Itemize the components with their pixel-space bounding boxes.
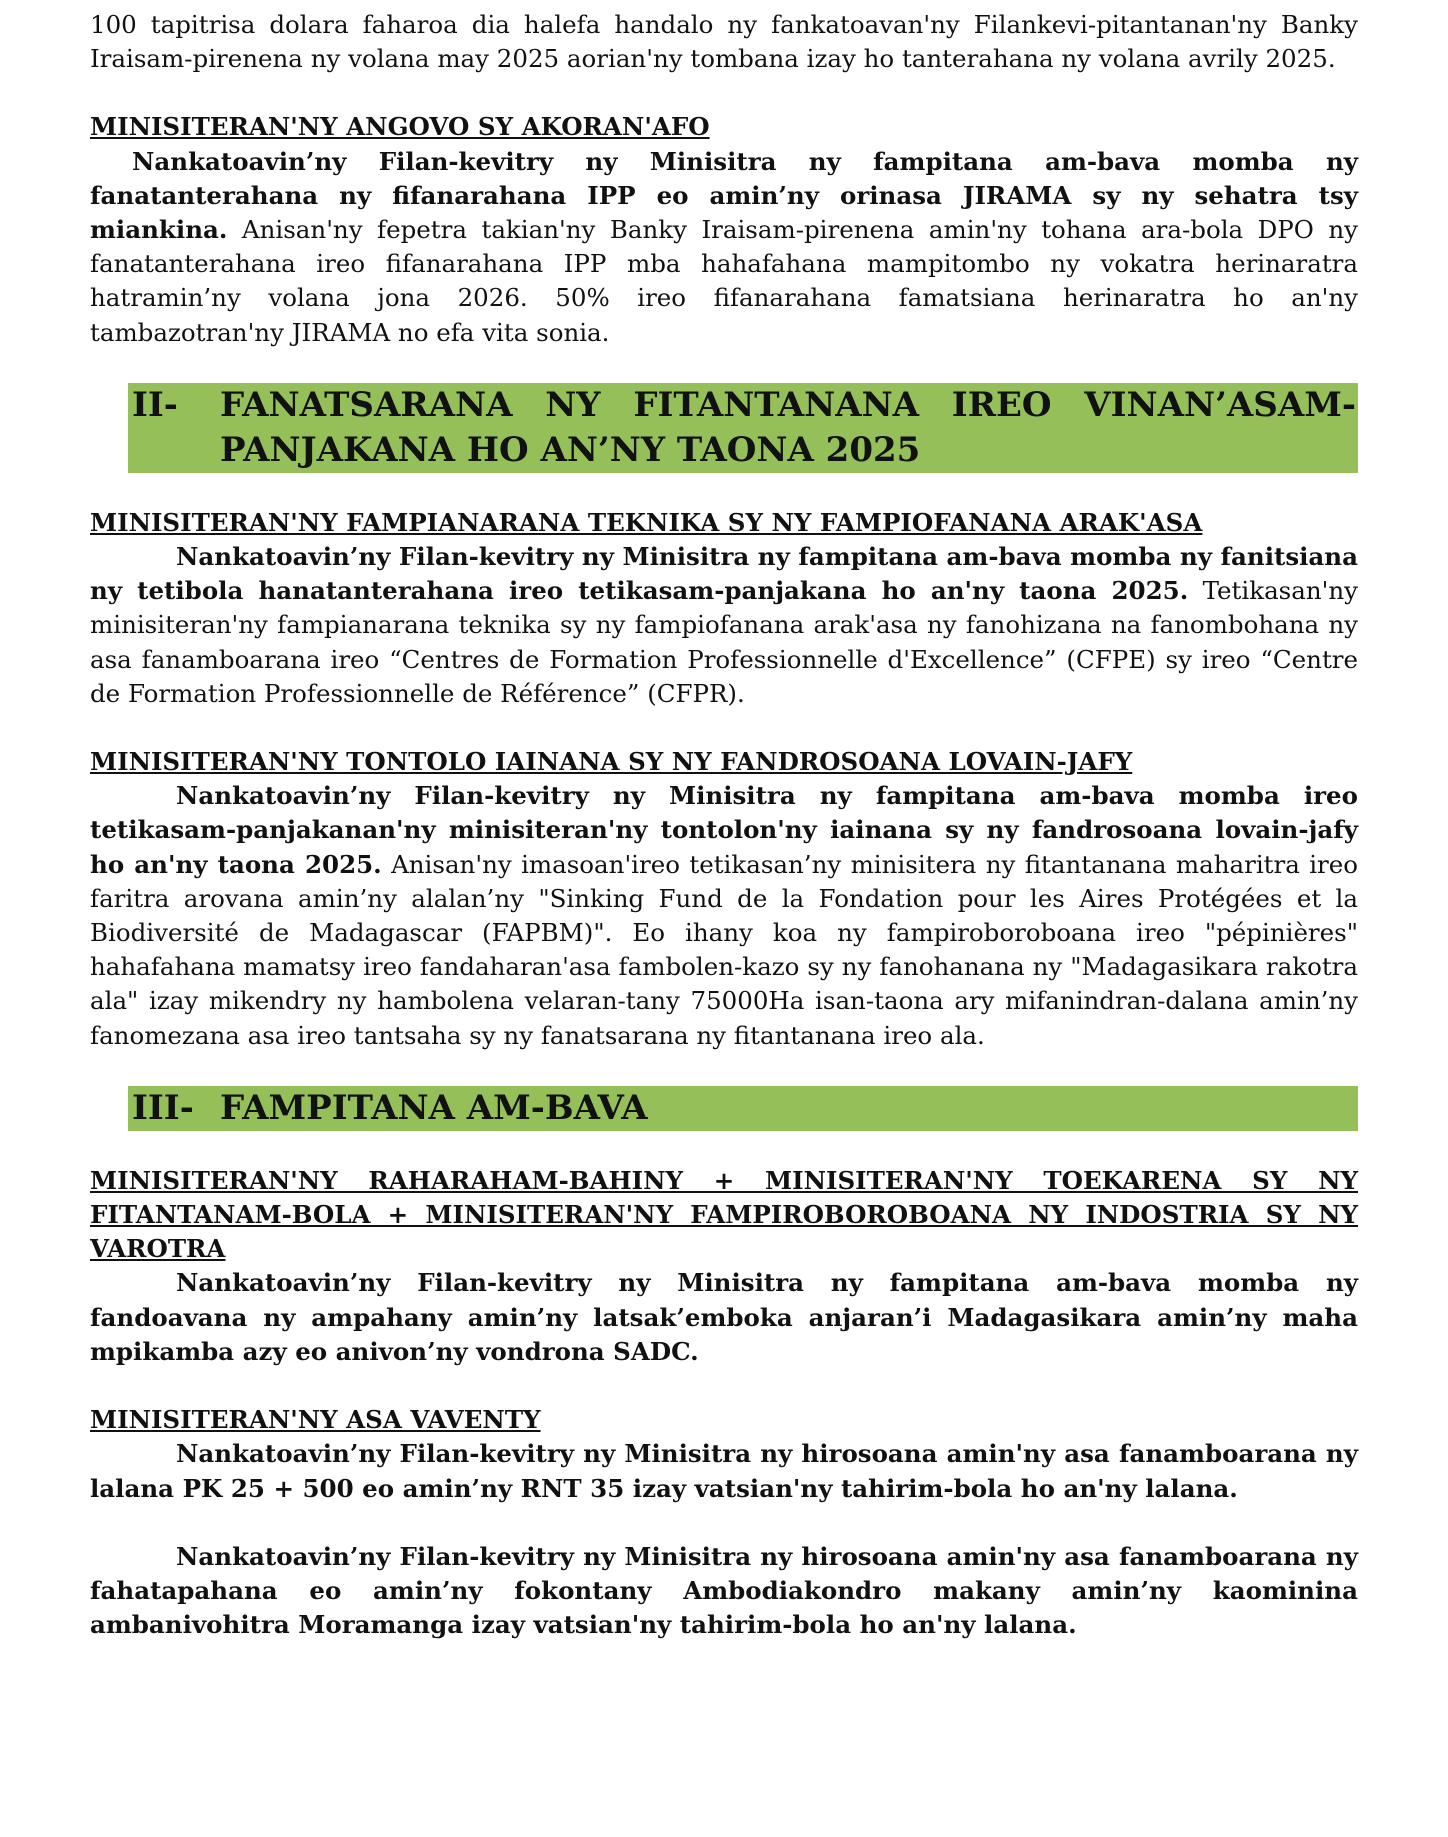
section-2-number: II- — [132, 384, 178, 425]
section-heading-2 — [128, 383, 1358, 473]
document-content — [90, 8, 1358, 1642]
section-3-number: III- — [132, 1087, 194, 1128]
paragraph-raharaham-bahiny: Nankatoavin’ny Filan-kevitry ny Minisitra ny fampitana am-bava momba ny fandoavana ny ampahany amin’ny latsak’emboka anjaran’i Madagasikara amin’ny maha mpikamba azy eo anivon’ny vondrona SADC. — [90, 1268, 1358, 1366]
intro-paragraph: 100 tapitrisa dolara faharoa dia halefa handalo ny fankatoavan'ny Filankevi-pitantanan'ny Banky Iraisam-pirenena ny volana may 2025 aorian'ny tombana izay ho tanterahana ny volana avrily 2025. — [90, 10, 1358, 74]
section-3-title: FAMPITANA AM-BAVA — [220, 1087, 648, 1128]
paragraph-angovo-text: Anisan'ny fepetra takian'ny Banky Iraisam-pirenena amin'ny tohana ara-bola DPO ny fanatanterahana ireo fifanarahana IPP mba hahafahana mampitombo ny vokatra herinaratra hatramin’ny volana jona 2026. 50% ireo fifanarahana famatsiana herinaratra ho an'ny tambazotran'ny JIRAMA no efa vita sonia. — [90, 215, 1358, 347]
heading-asa-vaventy: MINISITERAN'NY ASA VAVENTY — [90, 1405, 541, 1435]
paragraph-fampianarana — [90, 540, 1358, 711]
paragraph-asa-vaventy-1: Nankatoavin’ny Filan-kevitry ny Minisitra ny hirosoana amin'ny asa fanamboarana ny lalana PK 25 + 500 eo amin’ny RNT 35 izay vatsian'ny tahirim-bola ho an'ny lalana. — [90, 1439, 1358, 1503]
paragraph-fampianarana-bold: Nankatoavin’ny Filan-kevitry ny Minisitra ny fampitana am-bava momba ny fanitsiana ny tetibola hanatanterahana ireo tetikasam-panjakana ho an'ny taona 2025. — [90, 542, 1358, 606]
heading-angovo: MINISITERAN'NY ANGOVO SY AKORAN'AFO — [90, 112, 710, 142]
heading-tontolo: MINISITERAN'NY TONTOLO IAINANA SY NY FANDROSOANA LOVAIN-JAFY — [90, 747, 1133, 777]
paragraph-fampianarana-text: Tetikasan'ny minisiteran'ny fampianarana teknika sy ny fampiofanana arak'asa ny fanohizana na fanombohana ny asa fanamboarana ireo “Centres de Formation Professionnelle d'Excellence” (CFPE) sy ireo “Centre de Formation Professionnelle de Référence” (CFPR). — [90, 576, 1358, 708]
paragraph-angovo — [90, 145, 1358, 350]
heading-fampianarana: MINISITERAN'NY FAMPIANARANA TEKNIKA SY NY FAMPIOFANANA ARAK'ASA — [90, 507, 1203, 537]
paragraph-tontolo — [90, 779, 1358, 1053]
section-2-title: FANATSARANA NY FITANTANANA IREO VINAN’ASAM-PANJAKANA HO AN’NY TAONA 2025 — [220, 384, 1356, 470]
section-heading-3 — [128, 1086, 1358, 1131]
paragraph-asa-vaventy-2: Nankatoavin’ny Filan-kevitry ny Minisitra ny hirosoana amin'ny asa fanamboarana ny fahatapahana eo amin’ny fokontany Ambodiakondro makany amin’ny kaominina ambanivohitra Moramanga izay vatsian'ny tahirim-bola ho an'ny lalana. — [90, 1541, 1358, 1640]
paragraph-tontolo-text: Anisan'ny imasoan'ireo tetikasan’ny minisitera ny fitantanana maharitra ireo faritra arovana amin’ny alalan’ny "Sinking Fund de la Fondation pour les Aires Protégées et la Biodiversité de Madagascar (FAPBM)". Eo ihany koa ny fampiroboroboana ireo "pépinières" hahafahana mamatsy ireo fandaharan'asa fambolen-kazo sy ny fanohanana ny "Madagasikara rakotra ala" izay mikendry ny hambolena velaran-tany 75000Ha isan-taona ary mifanindran-dalana amin’ny fanomezana asa ireo tantsaha sy ny fanatsarana ny fitantanana ireo ala. — [90, 849, 1358, 1050]
paragraph-tontolo-bold: Nankatoavin’ny Filan-kevitry ny Minisitra ny fampitana am-bava momba ireo tetikasam-panjakanan'ny minisiteran'ny tontolon'ny iainana sy ny fandrosoana lovain-jafy ho an'ny taona 2025. — [90, 781, 1358, 879]
heading-raharaham-bahiny: MINISITERAN'NY RAHARAHAM-BAHINY + MINISITERAN'NY TOEKARENA SY NY FITANTANAM-BOLA + MINISITERAN'NY FAMPIROBOROBOANA NY INDOSTRIA SY NY VAROTRA — [90, 1165, 1358, 1264]
paragraph-angovo-bold: Nankatoavin’ny Filan-kevitry ny Minisitra ny fampitana am-bava momba ny fanatanterahana ny fifanarahana IPP eo amin’ny orinasa JIRAMA sy ny sehatra tsy miankina. — [90, 146, 1358, 245]
